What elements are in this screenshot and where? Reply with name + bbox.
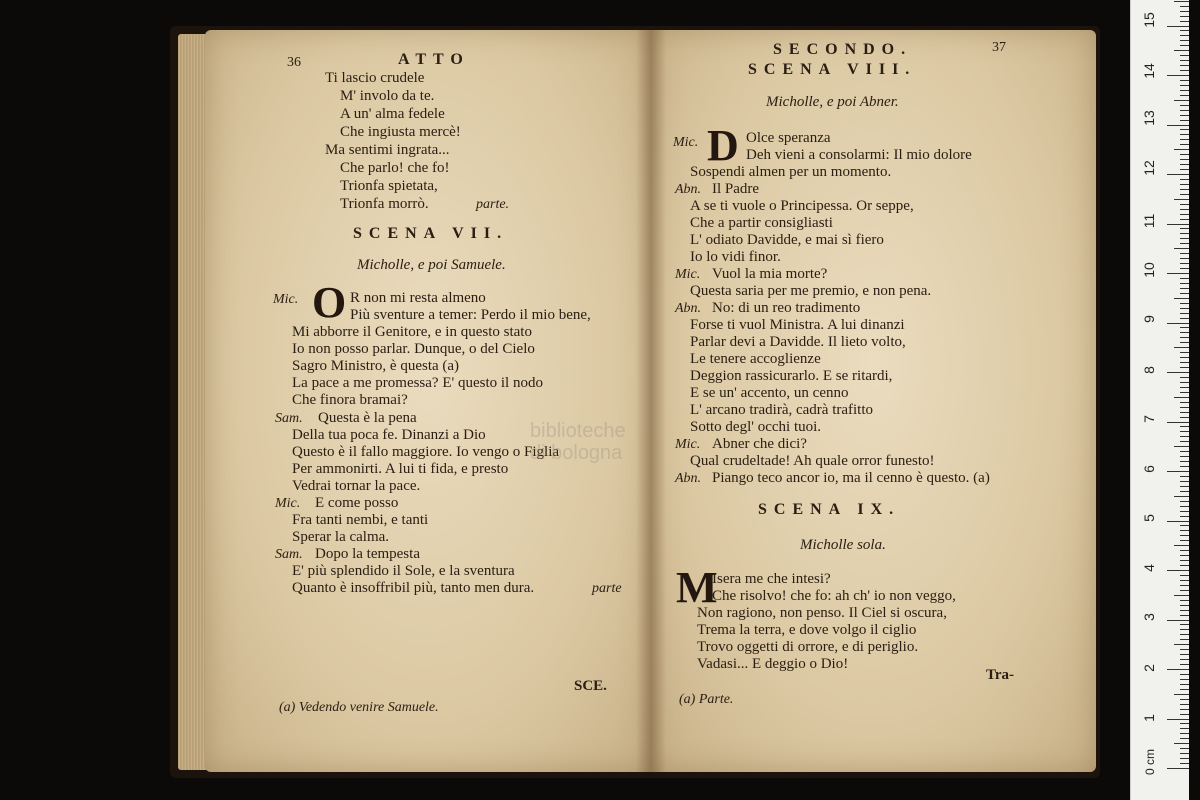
ruler-tick xyxy=(1174,298,1189,299)
ruler-tick xyxy=(1180,565,1189,566)
ruler-tick xyxy=(1180,748,1189,749)
library-watermark xyxy=(530,420,626,464)
drop-cap: O xyxy=(312,278,347,327)
ruler-tick xyxy=(1180,689,1189,690)
dialogue-line: E come posso xyxy=(315,495,399,511)
dialogue-line: Sperar la calma. xyxy=(292,529,390,545)
verse-line: M' involo da te. xyxy=(340,88,435,104)
ruler-tick xyxy=(1180,80,1189,81)
ruler-tick xyxy=(1180,441,1189,442)
dialogue-line: Questa saria per me premio, e non pena. xyxy=(690,283,932,299)
ruler-tick xyxy=(1180,733,1189,734)
ruler-tick xyxy=(1180,516,1189,517)
dialogue-line: Io non posso parlar. Dunque, o del Cielo xyxy=(292,341,535,357)
ruler-tick xyxy=(1180,85,1189,86)
ruler-tick xyxy=(1180,763,1189,764)
verse-line: Vadasi... E deggio o Dio! xyxy=(697,656,849,672)
ruler-tick xyxy=(1180,674,1189,675)
dialogue-line: Questo è il fallo maggiore. Io vengo o Figlia xyxy=(292,444,560,460)
dialogue-line: Qual crudeltade! Ah quale orror funesto! xyxy=(690,453,935,469)
ruler-tick xyxy=(1180,313,1189,314)
watermark-line: di bologna xyxy=(530,442,623,464)
speaker-label: Sam. xyxy=(275,547,303,562)
scene-subtitle: Micholle, e poi Abner. xyxy=(766,94,899,110)
ruler-tick xyxy=(1180,535,1189,536)
ruler-tick xyxy=(1174,545,1189,546)
ruler-tick xyxy=(1180,649,1189,650)
dialogue-line: Deh vieni a consolarmi: Il mio dolore xyxy=(746,147,972,163)
verse-line: Isera me che intesi? xyxy=(712,571,831,587)
dialogue-line: Per ammonirti. A lui ti fida, e presto xyxy=(292,461,509,477)
dialogue-line: Più sventure a temer: Perdo il mio bene, xyxy=(350,307,591,323)
dialogue-line: E' più splendido il Sole, e la sventura xyxy=(292,563,515,579)
ruler-tick xyxy=(1180,332,1189,333)
ruler-tick xyxy=(1180,367,1189,368)
ruler-tick xyxy=(1167,768,1189,769)
ruler-tick xyxy=(1180,585,1189,586)
dialogue-line: Le tenere accoglienze xyxy=(690,351,821,367)
ruler-tick xyxy=(1180,511,1189,512)
ruler-tick xyxy=(1174,347,1189,348)
dialogue-line: Vedrai tornar la pace. xyxy=(292,478,421,494)
dialogue-line: Sagro Ministro, è questa (a) xyxy=(292,358,460,374)
ruler-tick xyxy=(1180,387,1189,388)
ruler-tick xyxy=(1180,30,1189,31)
ruler-tick xyxy=(1180,357,1189,358)
ruler-tick xyxy=(1180,560,1189,561)
ruler-tick xyxy=(1174,50,1189,51)
ruler-tick xyxy=(1167,273,1189,274)
ruler-tick xyxy=(1180,466,1189,467)
right-running-head: SECONDO. xyxy=(773,41,913,58)
ruler-tick xyxy=(1180,704,1189,705)
ruler-number: 10 xyxy=(1141,262,1157,278)
ruler-tick xyxy=(1180,253,1189,254)
footnote: (a) Vedendo venire Samuele. xyxy=(279,700,439,715)
dialogue-line: L' arcano tradirà, cadrà trafitto xyxy=(690,402,874,418)
ruler-tick xyxy=(1174,743,1189,744)
ruler-number: 11 xyxy=(1141,213,1157,229)
speaker-label: Abn. xyxy=(675,471,702,486)
dialogue-line: Della tua poca fe. Dinanzi a Dio xyxy=(292,427,486,443)
ruler-tick xyxy=(1167,521,1189,522)
watermark-line: biblioteche xyxy=(530,420,626,442)
ruler-tick xyxy=(1180,714,1189,715)
ruler-number: 2 xyxy=(1141,664,1157,672)
ruler-number: 3 xyxy=(1141,613,1157,621)
ruler-number: 6 xyxy=(1141,465,1157,473)
verse-line: Ma sentimi ingrata... xyxy=(325,142,450,158)
dialogue-line: Sospendi almen per un momento. xyxy=(690,164,892,180)
ruler-tick xyxy=(1180,288,1189,289)
ruler-tick xyxy=(1180,501,1189,502)
ruler-tick xyxy=(1180,654,1189,655)
ruler-tick xyxy=(1180,758,1189,759)
ruler-tick xyxy=(1180,189,1189,190)
verse-line: Trionfa spietata, xyxy=(340,178,438,194)
ruler-tick xyxy=(1167,174,1189,175)
verse-line: Che parlo! che fo! xyxy=(340,160,450,176)
dialogue-line: Forse ti vuol Ministra. A lui dinanzi xyxy=(690,317,905,333)
ruler-tick xyxy=(1180,431,1189,432)
ruler-tick xyxy=(1180,679,1189,680)
ruler-tick xyxy=(1180,407,1189,408)
catchword: SCE. xyxy=(574,678,607,694)
ruler-tick xyxy=(1180,115,1189,116)
ruler-tick xyxy=(1180,268,1189,269)
gutter xyxy=(636,30,666,772)
dialogue-line: L' odiato Davidde, e mai sì fiero xyxy=(690,232,884,248)
ruler-tick xyxy=(1180,699,1189,700)
ruler-tick xyxy=(1180,11,1189,12)
ruler-tick xyxy=(1180,555,1189,556)
verse-line: Che risolvo! che fo: ah ch' io non veggo, xyxy=(712,588,956,604)
ruler-tick xyxy=(1180,219,1189,220)
dialogue-line: Fra tanti nembi, e tanti xyxy=(292,512,429,528)
ruler-tick xyxy=(1180,491,1189,492)
ruler-tick xyxy=(1180,228,1189,229)
ruler-tick xyxy=(1174,595,1189,596)
speaker-label: Mic. xyxy=(673,135,699,150)
dialogue-line: Abner che dici? xyxy=(712,436,807,452)
ruler-tick xyxy=(1180,540,1189,541)
ruler-number: 15 xyxy=(1141,12,1157,28)
ruler-tick xyxy=(1174,397,1189,398)
drop-cap: M xyxy=(676,563,718,612)
ruler-tick xyxy=(1167,224,1189,225)
ruler-tick xyxy=(1180,412,1189,413)
speaker-label: Abn. xyxy=(675,182,702,197)
ruler-tick xyxy=(1180,110,1189,111)
ruler-number: 14 xyxy=(1141,63,1157,79)
ruler-tick xyxy=(1167,570,1189,571)
verse-line: Ti lascio crudele xyxy=(325,70,425,86)
ruler-number: 13 xyxy=(1141,110,1157,126)
ruler-tick xyxy=(1180,129,1189,130)
ruler-tick xyxy=(1174,248,1189,249)
ruler-tick xyxy=(1180,303,1189,304)
speaker-label: Mic. xyxy=(273,292,299,307)
ruler-tick xyxy=(1180,139,1189,140)
ruler-tick xyxy=(1180,417,1189,418)
dialogue-line: A se ti vuole o Principessa. Or seppe, xyxy=(690,198,914,214)
ruler-tick xyxy=(1167,323,1189,324)
dialogue-line: E se un' accento, un cenno xyxy=(690,385,849,401)
ruler-tick xyxy=(1180,154,1189,155)
ruler-number: 12 xyxy=(1141,160,1157,176)
ruler-tick xyxy=(1180,65,1189,66)
speaker-label: Mic. xyxy=(275,496,301,511)
ruler-tick xyxy=(1180,402,1189,403)
stage-direction: parte xyxy=(592,581,622,596)
ruler-tick xyxy=(1180,70,1189,71)
measurement-ruler xyxy=(1130,0,1189,800)
ruler-tick xyxy=(1167,422,1189,423)
ruler-tick xyxy=(1180,481,1189,482)
ruler-tick xyxy=(1180,293,1189,294)
ruler-tick xyxy=(1167,26,1189,27)
ruler-number: 8 xyxy=(1141,366,1157,374)
ruler-number: 7 xyxy=(1141,415,1157,423)
ruler-tick xyxy=(1180,753,1189,754)
ruler-tick xyxy=(1180,624,1189,625)
ruler-tick xyxy=(1174,644,1189,645)
ruler-tick xyxy=(1180,134,1189,135)
ruler-unit: 0 cm xyxy=(1143,749,1157,776)
stage-direction: parte. xyxy=(476,197,510,212)
ruler-tick xyxy=(1180,575,1189,576)
ruler-tick xyxy=(1180,238,1189,239)
ruler-tick xyxy=(1167,620,1189,621)
ruler-tick xyxy=(1174,446,1189,447)
dialogue-line: Quanto è insoffribil più, tanto men dura. xyxy=(292,580,535,596)
left-page-number: 36 xyxy=(287,55,301,70)
ruler-tick xyxy=(1180,164,1189,165)
ruler-tick xyxy=(1180,352,1189,353)
ruler-tick xyxy=(1167,75,1189,76)
ruler-tick xyxy=(1180,610,1189,611)
verse-line: A un' alma fedele xyxy=(340,106,445,122)
scene-subtitle: Micholle, e poi Samuele. xyxy=(357,257,506,273)
ruler-tick xyxy=(1180,278,1189,279)
ruler-tick xyxy=(1180,436,1189,437)
speaker-label: Sam. xyxy=(275,411,303,426)
ruler-tick xyxy=(1180,214,1189,215)
ruler-tick xyxy=(1174,100,1189,101)
dialogue-line: Mi abborre il Genitore, e in questo stato xyxy=(292,324,532,340)
ruler-tick xyxy=(1180,600,1189,601)
scene-title: SCENA IX. xyxy=(758,501,901,518)
dialogue-line: Il Padre xyxy=(712,181,760,197)
ruler-tick xyxy=(1180,362,1189,363)
dialogue-line: La pace a me promessa? E' questo il nodo xyxy=(292,375,543,391)
left-running-head: ATTO xyxy=(398,51,470,68)
verse-line: Che ingiusta mercè! xyxy=(340,124,461,140)
dialogue-line: Parlar devi a Davidde. Il lieto volto, xyxy=(690,334,906,350)
ruler-tick xyxy=(1174,496,1189,497)
footnote: (a) Parte. xyxy=(679,692,734,707)
dialogue-line: Piango teco ancor io, ma il cenno è questo. (a) xyxy=(712,470,990,486)
ruler-tick xyxy=(1180,664,1189,665)
dialogue-line: Dopo la tempesta xyxy=(315,546,420,562)
ruler-tick xyxy=(1167,719,1189,720)
ruler-tick xyxy=(1180,144,1189,145)
ruler-tick xyxy=(1180,105,1189,106)
ruler-tick xyxy=(1180,590,1189,591)
ruler-tick xyxy=(1180,95,1189,96)
ruler-tick xyxy=(1180,6,1189,7)
scene-title: SCENA VIII. xyxy=(748,61,917,78)
ruler-tick xyxy=(1180,258,1189,259)
ruler-tick xyxy=(1180,615,1189,616)
ruler-tick xyxy=(1180,629,1189,630)
ruler-tick xyxy=(1180,16,1189,17)
ruler-tick xyxy=(1180,377,1189,378)
ruler-tick xyxy=(1180,709,1189,710)
ruler-tick xyxy=(1174,1,1189,2)
ruler-tick xyxy=(1180,461,1189,462)
ruler-tick xyxy=(1180,243,1189,244)
ruler-tick xyxy=(1180,184,1189,185)
dialogue-line: Io lo vidi finor. xyxy=(690,249,781,265)
scene-title: SCENA VII. xyxy=(353,225,509,242)
catchword: Tra- xyxy=(986,667,1015,683)
dialogue-line: Deggion rassicurarlo. E se ritardi, xyxy=(690,368,893,384)
ruler-tick xyxy=(1180,337,1189,338)
ruler-tick xyxy=(1180,179,1189,180)
drop-cap: D xyxy=(707,121,739,170)
ruler-tick xyxy=(1180,550,1189,551)
ruler-tick xyxy=(1180,605,1189,606)
ruler-tick xyxy=(1180,456,1189,457)
speaker-label: Abn. xyxy=(675,301,702,316)
ruler-tick xyxy=(1180,639,1189,640)
ruler-tick xyxy=(1180,580,1189,581)
dialogue-line: R non mi resta almeno xyxy=(350,290,486,306)
ruler-tick xyxy=(1180,204,1189,205)
speaker-label: Mic. xyxy=(675,267,701,282)
ruler-tick xyxy=(1180,476,1189,477)
ruler-tick xyxy=(1167,125,1189,126)
ruler-tick xyxy=(1180,486,1189,487)
verse-line: Trovo oggetti di orrore, e di periglio. xyxy=(697,639,919,655)
ruler-tick xyxy=(1180,738,1189,739)
ruler-tick xyxy=(1174,199,1189,200)
ruler-number: 4 xyxy=(1141,564,1157,572)
scene-subtitle: Micholle sola. xyxy=(800,537,886,553)
ruler-tick xyxy=(1180,382,1189,383)
dialogue-line: Che a partir consigliasti xyxy=(690,215,833,231)
dialogue-line: Che finora bramai? xyxy=(292,392,408,408)
ruler-tick xyxy=(1180,45,1189,46)
dialogue-line: No: di un reo tradimento xyxy=(712,300,861,316)
ruler-tick xyxy=(1180,451,1189,452)
ruler-tick xyxy=(1180,342,1189,343)
verse-line: Non ragiono, non penso. Il Ciel si oscura, xyxy=(697,605,947,621)
ruler-number: 5 xyxy=(1141,514,1157,522)
ruler-tick xyxy=(1180,209,1189,210)
ruler-tick xyxy=(1180,318,1189,319)
ruler-tick xyxy=(1167,471,1189,472)
ruler-tick xyxy=(1180,35,1189,36)
ruler-tick xyxy=(1180,55,1189,56)
dialogue-line: Questa è la pena xyxy=(318,410,417,426)
ruler-tick xyxy=(1180,233,1189,234)
ruler-tick xyxy=(1174,694,1189,695)
ruler-tick xyxy=(1180,40,1189,41)
ruler-tick xyxy=(1180,327,1189,328)
dialogue-line: Sotto degl' occhi tuoi. xyxy=(690,419,822,435)
ruler-tick xyxy=(1180,530,1189,531)
ruler-tick xyxy=(1180,169,1189,170)
ruler-tick xyxy=(1167,669,1189,670)
ruler-tick xyxy=(1180,194,1189,195)
speaker-label: Mic. xyxy=(675,437,701,452)
ruler-tick xyxy=(1180,159,1189,160)
ruler-tick xyxy=(1180,392,1189,393)
ruler-tick xyxy=(1180,90,1189,91)
ruler-tick xyxy=(1174,149,1189,150)
verse-line: Trema la terra, e dove volgo il ciglio xyxy=(697,622,917,638)
ruler-number: 1 xyxy=(1141,714,1157,722)
ruler-tick xyxy=(1180,634,1189,635)
ruler-tick xyxy=(1180,728,1189,729)
right-page-number: 37 xyxy=(992,40,1006,55)
ruler-tick xyxy=(1180,120,1189,121)
dialogue-line: Olce speranza xyxy=(746,130,831,146)
ruler-tick xyxy=(1180,21,1189,22)
ruler-tick xyxy=(1180,506,1189,507)
ruler-tick xyxy=(1180,426,1189,427)
ruler-tick xyxy=(1180,263,1189,264)
ruler-tick xyxy=(1180,60,1189,61)
ruler-tick xyxy=(1180,659,1189,660)
ruler-number: 9 xyxy=(1141,315,1157,323)
ruler-tick xyxy=(1180,525,1189,526)
dialogue-line: Vuol la mia morte? xyxy=(712,266,828,282)
ruler-tick xyxy=(1180,723,1189,724)
ruler-tick xyxy=(1180,308,1189,309)
ruler-tick xyxy=(1180,684,1189,685)
ruler-tick xyxy=(1167,372,1189,373)
ruler-tick xyxy=(1180,283,1189,284)
verse-line: Trionfa morrò. xyxy=(340,196,429,212)
